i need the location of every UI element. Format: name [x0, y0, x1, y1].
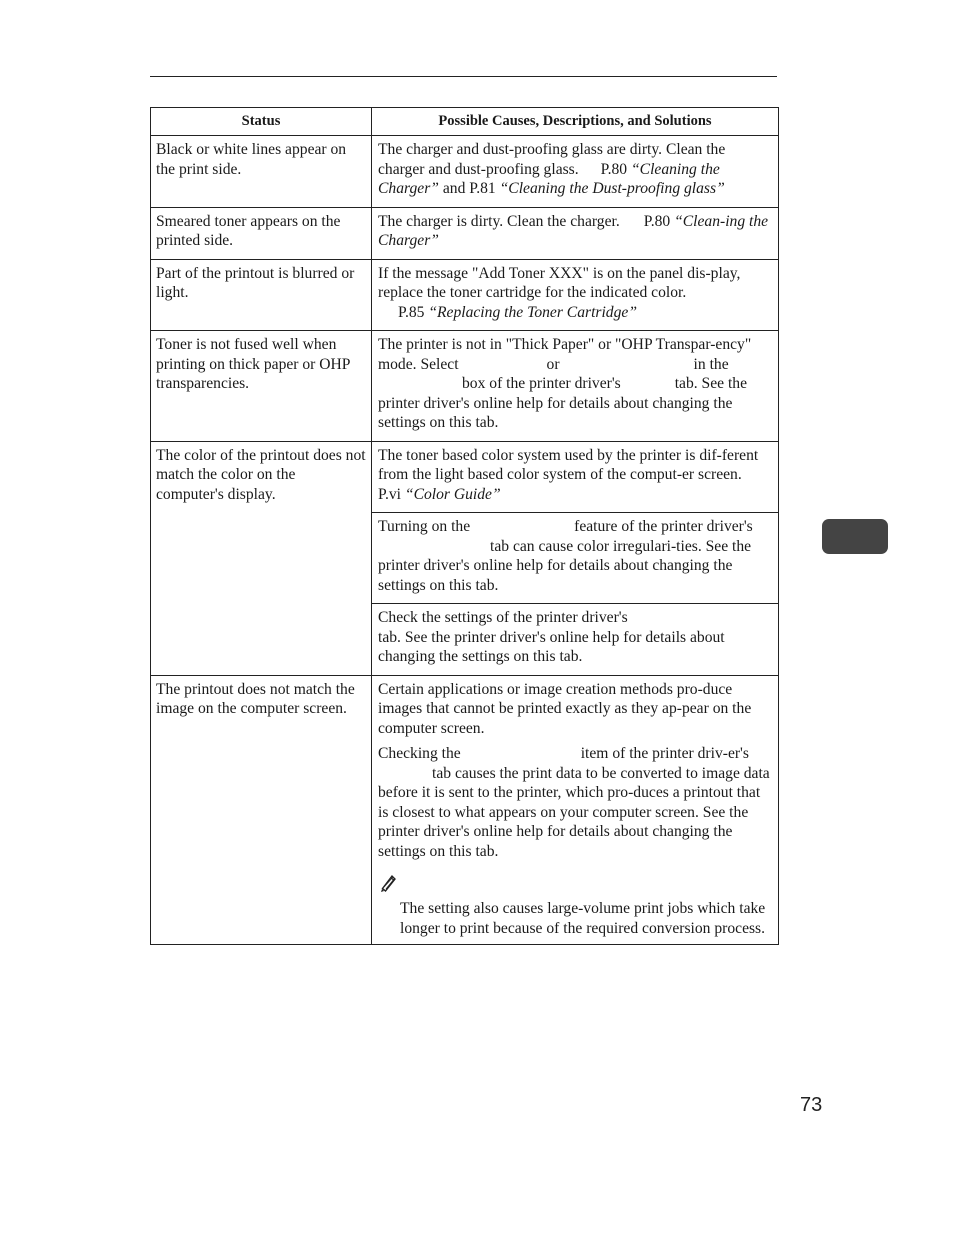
solution-text [372, 603, 778, 675]
status-text: The printout does not match the image on the computer screen. [156, 680, 355, 717]
status-text: Toner is not fused well when printing on thick paper or OHP transparencies. [156, 336, 350, 392]
solution-sentence: tab can cause color irregulari-ties. See the printer driver's online help for details about changing the settings on this tab. [378, 537, 752, 594]
solution-sentence: box of the printer driver's [462, 375, 621, 392]
status-cell [151, 136, 372, 208]
solution-sentence: tab. See the printer driver's online help for details about changing the settings on this tab. [378, 628, 725, 665]
solution-text [372, 260, 778, 331]
reference-title: “Cleaning the Charger” [378, 160, 720, 197]
solution-sentence: The charger is dirty. Clean the charger. [378, 212, 620, 230]
header-rule [150, 76, 777, 77]
solution-cell [372, 675, 779, 945]
reference-title: “Cleaning the Dust-proofing glass” [499, 180, 725, 197]
status-cell [151, 207, 372, 259]
table-header-row [151, 108, 779, 136]
status-text: Part of the printout is blurred or light. [156, 264, 355, 301]
solution-sentence: Check the settings of the printer driver's [378, 609, 628, 626]
solution-sentence: in the [693, 355, 729, 373]
solution-sentence: Turning on the [378, 518, 471, 535]
reference-page: P.85 [398, 303, 425, 321]
table-row [151, 441, 779, 675]
solution-cell [372, 207, 779, 259]
solution-sentence: If the message "Add Toner XXX" is on the panel dis-play, replace the toner cartridge for the indicated color. [378, 264, 741, 301]
table-row [151, 259, 779, 331]
status-cell [151, 331, 372, 442]
solution-sentence: tab. See the printer driver's online help for details about changing the settings on this tab. [378, 375, 748, 431]
reference-title: “Color Guide” [404, 485, 501, 503]
status-text: Smeared toner appears on the printed side. [156, 212, 341, 249]
solution-text [372, 512, 778, 603]
solution-text [372, 442, 778, 513]
solution-sentence: The charger and dust-proofing glass are dirty. Clean the charger and dust-proofing glass. [378, 141, 726, 178]
reference-title: “Replacing the Toner Cartridge” [428, 303, 637, 321]
note-text: The setting also causes large-volume print jobs which take longer to print because of the required conversion process. [400, 900, 766, 937]
column-header-solutions: Possible Causes, Descriptions, and Solutions [372, 108, 779, 136]
solution-sentence: Checking the [378, 745, 461, 762]
solution-sentence: The printer is not in "Thick Paper" or "OHP Transpar-ency" mode. Select [378, 336, 752, 373]
solution-text [372, 136, 778, 207]
pencil-note-icon [378, 873, 398, 893]
conjunction: and [442, 180, 466, 197]
reference-page: P.80 [600, 160, 628, 178]
solution-text [372, 208, 778, 259]
column-header-status: Status [151, 108, 372, 136]
solution-sentence: The toner based color system used by the printer is dif-ferent from the light based color system of the comput-er screen. [378, 446, 759, 483]
reference-page: P.81 [469, 180, 496, 197]
status-text: The color of the printout does not match the color on the computer's display. [156, 446, 366, 503]
solution-text [372, 738, 778, 861]
status-cell [151, 441, 372, 675]
table-row [151, 207, 779, 259]
solution-cell [372, 259, 779, 331]
reference-title: “Clean-ing the Charger” [378, 212, 769, 249]
chapter-thumb-tab [822, 519, 888, 554]
solution-sentence: or [546, 355, 560, 373]
solution-sentence: item of the printer driv-er's [580, 745, 749, 762]
solution-cell [372, 136, 779, 208]
solution-text [372, 331, 778, 441]
status-text: Black or white lines appear on the print side. [156, 141, 347, 178]
table-row [151, 136, 779, 208]
solution-sentence: feature of the printer driver's [574, 518, 753, 535]
reference-page: P.vi [378, 485, 401, 503]
table-row [151, 331, 779, 442]
page-number: 73 [800, 1094, 823, 1116]
solution-text: Certain applications or image creation methods pro-duce images that cannot be printed exactly as they ap-pear on the computer screen. [378, 680, 752, 737]
reference-page: P.80 [643, 212, 671, 230]
status-cell [151, 675, 372, 945]
solution-cell [372, 331, 779, 442]
solution-sentence: tab causes the print data to be converted to image data before it is sent to the printer, which pro-duces a printout that is closest to what appears on your computer screen. See the printer driver's online help for details about changing the settings on this tab. [378, 764, 770, 860]
status-cell [151, 259, 372, 331]
solution-cell [372, 441, 779, 675]
troubleshooting-table [150, 107, 779, 945]
table-row [151, 675, 779, 945]
